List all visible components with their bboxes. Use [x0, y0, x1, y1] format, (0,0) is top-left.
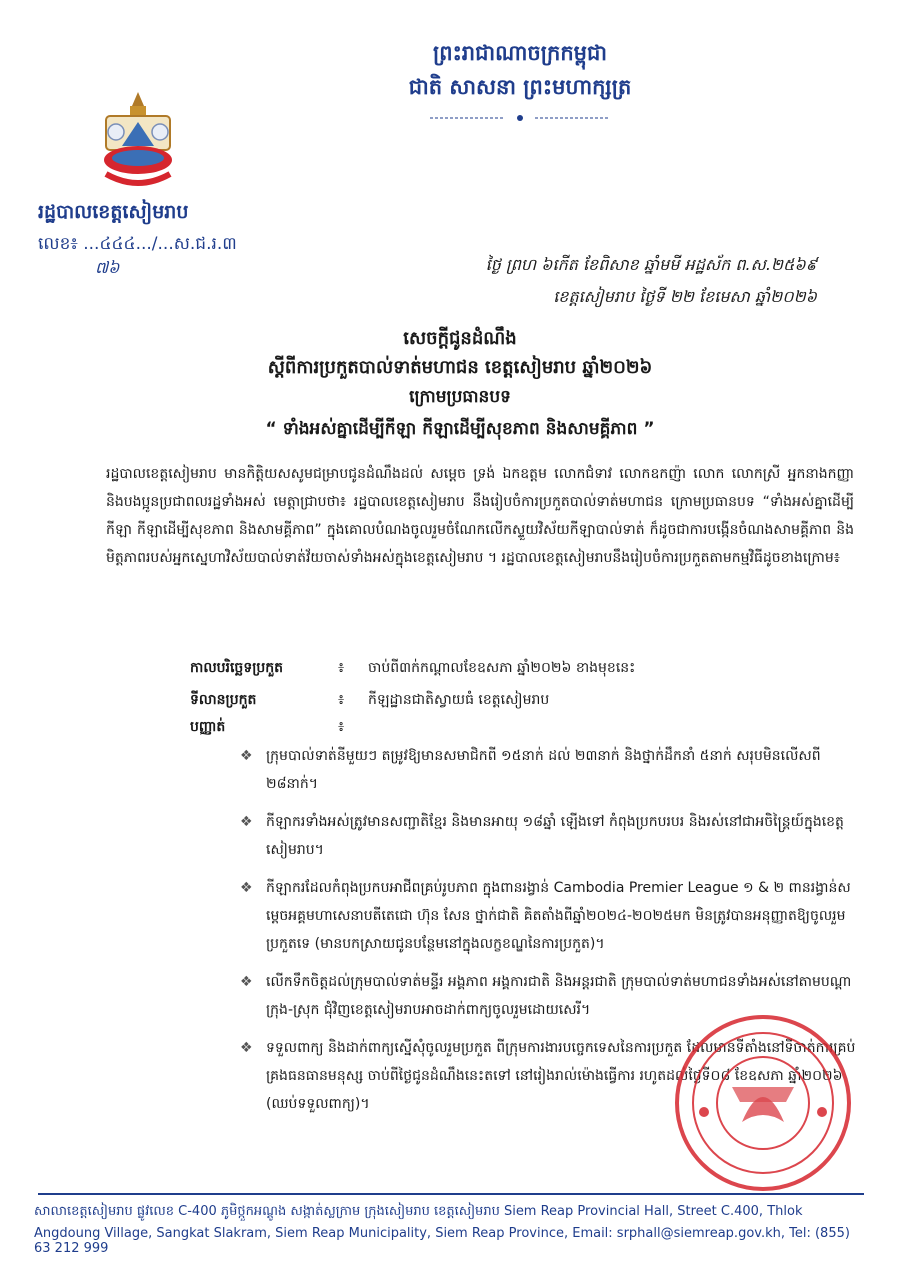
info-value: កីឡដ្ឋានជាតិស្វាយធំ ខេត្តសៀមរាប [368, 692, 550, 708]
list-item-text: កីឡាករដែលកំពុងប្រកបអាជីពគ្រប់រូបភាព ក្នុងពានរង្វាន់ Cambodia Premier League ១ & ២ ពានរង្វាន់សម្តេចអគ្គមហាសេនាបតីតេជោ ហ៊ុន សែន ថ្នាក់ជាតិ គិតតាំងពីឆ្នាំ២០២៤-២០២៥មក មិនត្រូវបានអនុញ្ញាតឱ្យចូលរួមប្រកួតទេ (មានបកស្រាយជូនបន្ថែមនៅក្នុងលក្ខខណ្ឌនៃការប្រកួត)។ [266, 880, 851, 952]
info-value: ចាប់ពី៣ក់កណ្តាលខែឧសភា ឆ្នាំ២០២៦ ខាងមុខនេះ [368, 660, 636, 676]
list-item-text: កីឡាករទាំងអស់ត្រូវមានសញ្ជាតិខ្មែរ និងមានអាយុ ១៨ឆ្នាំ ឡើងទៅ កំពុងប្រកបរបរ និងរស់នៅជាអចិន្ត្រៃយ៍ក្នុងខេត្តសៀមរាប។ [266, 814, 844, 858]
solar-date: ខេត្តសៀមរាប ថ្ងៃទី ២២ ខែមេសា ឆ្នាំ២០២៦ [553, 287, 817, 306]
lunar-date: ថ្ងៃ ព្រហ ៦កើត ខែពិសាខ ឆ្នាំមមី អដ្ឋស័ក ព.ស.២៥៦៩ [485, 255, 817, 274]
list-item-text: ទទួលពាក្យ និងដាក់ពាក្យស្នើសុំចូលរួមប្រកួត ពីក្រុមការងារបច្ចេកទេសនៃការប្រកួត ដែលមានទីតាំងនៅទីចាត់ការគ្រប់គ្រងធនធានមនុស្ស ចាប់ពីថ្ងៃជូនដំណឹងនេះតទៅ នៅរៀងរាល់ម៉ោងធ្វើការ រហូតដល់ថ្ងៃទី០៨ ខែឧសភា ឆ្នាំ២០២៦ (ឈប់ទទួលពាក្យ)។ [266, 1040, 856, 1112]
provincial-emblem [92, 88, 184, 193]
list-item [240, 874, 860, 958]
info-colon: ៖ [338, 660, 345, 676]
info-row-conditions [190, 717, 368, 738]
info-colon: ៖ [338, 692, 345, 708]
national-motto: ជាតិ សាសនា ព្រះមហាក្សត្រ [408, 75, 632, 99]
bullet-icon: ❖ [240, 880, 253, 896]
info-label: ទីលានប្រកួត [190, 692, 257, 708]
issuing-authority: រដ្ឋបាលខេត្តសៀមរាប [38, 201, 189, 223]
official-seal [672, 1012, 854, 1194]
notice-title: សេចក្តីជូនដំណឹង [403, 328, 517, 349]
footer-divider [38, 1193, 864, 1195]
reference-number: លេខ៖ ...៤៤៤.../...ស.ជ.រ.៣ [38, 234, 237, 254]
info-row-venue [190, 690, 549, 711]
kingdom-heading: ព្រះរាជាណាចក្រកម្ពុជា [432, 41, 607, 65]
info-colon: ៖ [338, 719, 345, 735]
intro-paragraph: រដ្ឋបាលខេត្តសៀមរាប មានកិត្តិយសសូមជម្រាបជូនដំណឹងដល់ សម្តេច ទ្រង់ ឯកឧត្តម លោកជំទាវ លោកឧកញ៉ា លោក លោកស្រី អ្នកនាងកញ្ញា និងបងប្អូនប្រជាពលរដ្ឋទាំងអស់ មេត្តាជ្រាបថា៖ រដ្ឋបាលខេត្តសៀមរាប នឹងរៀបចំការប្រកួតបាល់ទាត់មហាជន ក្រោមប្រធានបទ “ទាំងអស់គ្នាដើម្បីកីឡា កីឡាដើម្បីសុខភាព និងសាមគ្គីភាព” ក្នុងគោលបំណងចូលរួមចំណែកលើកស្ទួយវិស័យកីឡាបាល់ទាត់ ក៏ដូចជាការបង្កើនចំណងសាមគ្គីភាព និងមិត្តភាពរបស់អ្នកស្នេហាវិស័យបាល់ទាត់វ័យចាស់ទាំងអស់ក្នុងខេត្តសៀមរាប ។ រដ្ឋបាលខេត្តសៀមរាបនឹងរៀបចំការប្រកួតតាមកម្មវិធីដូចខាងក្រោម៖ [106, 466, 854, 566]
list-item [240, 742, 860, 798]
theme-label: ក្រោមប្រធានបទ [409, 387, 511, 407]
theme-slogan: “ ទាំងអស់គ្នាដើម្បីកីឡា កីឡាដើម្បីសុខភាព និងសាមគ្គីភាព ” [265, 419, 655, 439]
bullet-icon: ❖ [240, 1040, 253, 1056]
info-label: កាលបរិច្ឆេទប្រកួត [190, 660, 284, 676]
info-label: បញ្ញាត់ [190, 719, 226, 735]
bullet-icon: ❖ [240, 814, 253, 830]
reference-handwritten: ៧៦ [95, 258, 120, 277]
list-item [240, 808, 860, 864]
list-item-text: ក្រុមបាល់ទាត់នីមួយៗ តម្រូវឱ្យមានសមាជិកពី ១៥នាក់ ដល់ ២៣នាក់ និងថ្នាក់ដឹកនាំ ៥នាក់ សរុបមិនលើសពី ២៨នាក់។ [266, 748, 821, 792]
ornament-divider [430, 113, 610, 123]
footer-address: សាលាខេត្តសៀមរាប ផ្លូវលេខ C-400 ភូមិថ្កួកអណ្តូង សង្កាត់ស្លក្រាម ក្រុងសៀមរាប ខេត្តសៀមរាប Siem Reap Provincial Hall, Street C.400, Thlok [34, 1204, 803, 1219]
list-item-text: លើកទឹកចិត្តដល់ក្រុមបាល់ទាត់មន្ទីរ អង្គភាព អង្គការជាតិ និងអន្តរជាតិ ក្រុមបាល់ទាត់មហាជនទាំងអស់នៅតាមបណ្តាក្រុង-ស្រុក ជុំវិញខេត្តសៀមរាបអាចដាក់ពាក្យចូលរួមដោយសេរី។ [266, 974, 852, 1018]
bullet-icon: ❖ [240, 748, 253, 764]
info-row-period [190, 658, 635, 679]
notice-subject: ស្តីពីការប្រកួតបាល់ទាត់មហាជន ខេត្តសៀមរាប ឆ្នាំ២០២៦ [267, 357, 653, 378]
footer-contact: Angdoung Village, Sangkat Slakram, Siem Reap Municipality, Siem Reap Province, Email: srphall@siemreap.gov.kh, Tel: (855) 63 212 999 [34, 1226, 850, 1256]
bullet-icon: ❖ [240, 974, 253, 990]
